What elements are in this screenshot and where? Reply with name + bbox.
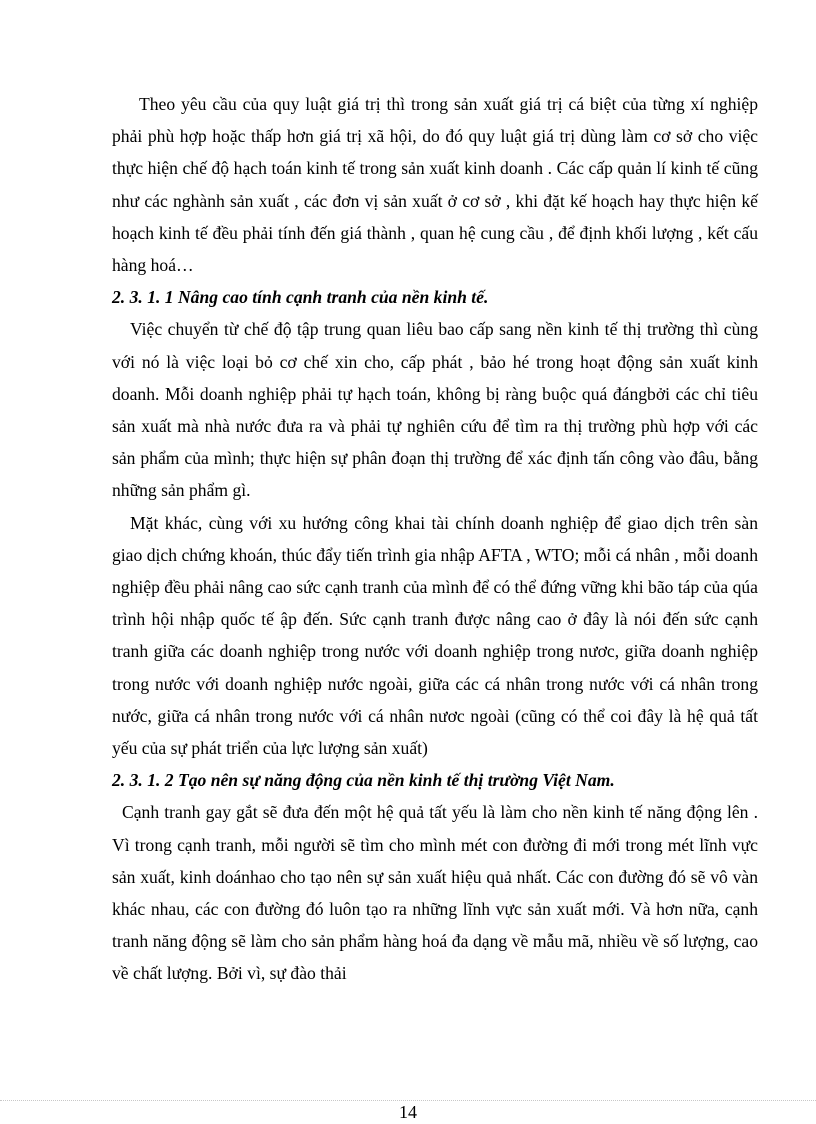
paragraph-market-transition: Việc chuyển từ chế độ tập trung quan liêu bao cấp sang nền kinh tế thị trường thì cùng với nó là việc loại bỏ cơ chế xin cho, cấp phát , bảo hé trong hoạt động sản xuất kinh doanh. Mỗi doanh nghiệp phải tự hạch toán, không bị ràng buộc quá đángbởi các chỉ tiêu sản xuất mà nhà nước đưa ra và phải tự nghiên cứu để tìm ra thị trường phù hợp với các sản phẩm của mình; thực hiện sự phân đoạn thị trường để xác định tấn công vào đâu, bằng những sản phẩm gì. [112,319,758,501]
paragraph-competition-dynamism: Cạnh tranh gay gắt sẽ đưa đến một hệ quả tất yếu là làm cho nền kinh tế năng động lên . Vì trong cạnh tranh, mỗi người sẽ tìm cho mình mét con đường đi mới trong mét lĩnh vực sản xuất, kinh doánhao cho tạo nên sự sản xuất hiệu quả nhất. Các con đường đó sẽ vô vàn khác nhau, các con đường đó luôn tạo ra những lĩnh vực sản xuất mới. Và hơn nữa, cạnh tranh năng động sẽ làm cho sản phẩm hàng hoá đa dạng về mẫu mã, nhiều về số lượng, cao về chất lượng. Bởi vì, sự đào thải [112,802,758,984]
page-number: 14 [399,1102,417,1122]
paragraph-integration: Mặt khác, cùng với xu hướng công khai tài chính doanh nghiệp để giao dịch trên sàn giao dịch chứng khoán, thúc đẩy tiến trình gia nhập AFTA , WTO; mỗi cá nhân , mỗi doanh nghiệp đều phải nâng cao sức cạnh tranh của mình để có thể đứng vững khi bão táp của qúa trình hội nhập quốc tế ập đến. Sức cạnh tranh được nâng cao ở đây là nói đến sức cạnh tranh giữa các doanh nghiệp trong nước với doanh nghiệp trong nươc, giữa doanh nghiệp trong nước với doanh nghiệp nước ngoài, giữa các cá nhân trong nước với cá nhân trong nước, giữa cá nhân trong nước với cá nhân nươc ngoài (cũng có thể coi đây là hệ quả tất yếu của sự phát triển của lực lượng sản xuất) [112,512,758,759]
paragraph-price-law: Theo yêu cầu của quy luật giá trị thì trong sản xuất giá trị cá biệt của từng xí nghiệp phải phù hợp hoặc thấp hơn giá trị xã hội, do đó quy luật giá trị dùng làm cơ sở cho việc thực hiện chế độ hạch toán kinh tế trong sản xuất kinh doanh . Các cấp quản lí kinh tế cũng như các nghành sản xuất , các đơn vị sản xuất ở cơ sở , khi đặt kế hoạch hay thực hiện kế hoạch kinh tế đều phải tính đến giá thành , quan hệ cung cầu , để định khối lượng , kết cấu hàng hoá… [112,94,758,276]
section-heading-competitiveness: 2. 3. 1. 1 Nâng cao tính cạnh tranh của nền kinh tế. [112,287,489,308]
page-body [112,88,758,990]
section-heading-dynamism: 2. 3. 1. 2 Tạo nên sự năng động của nền kinh tế thị trường Việt Nam. [112,770,615,791]
